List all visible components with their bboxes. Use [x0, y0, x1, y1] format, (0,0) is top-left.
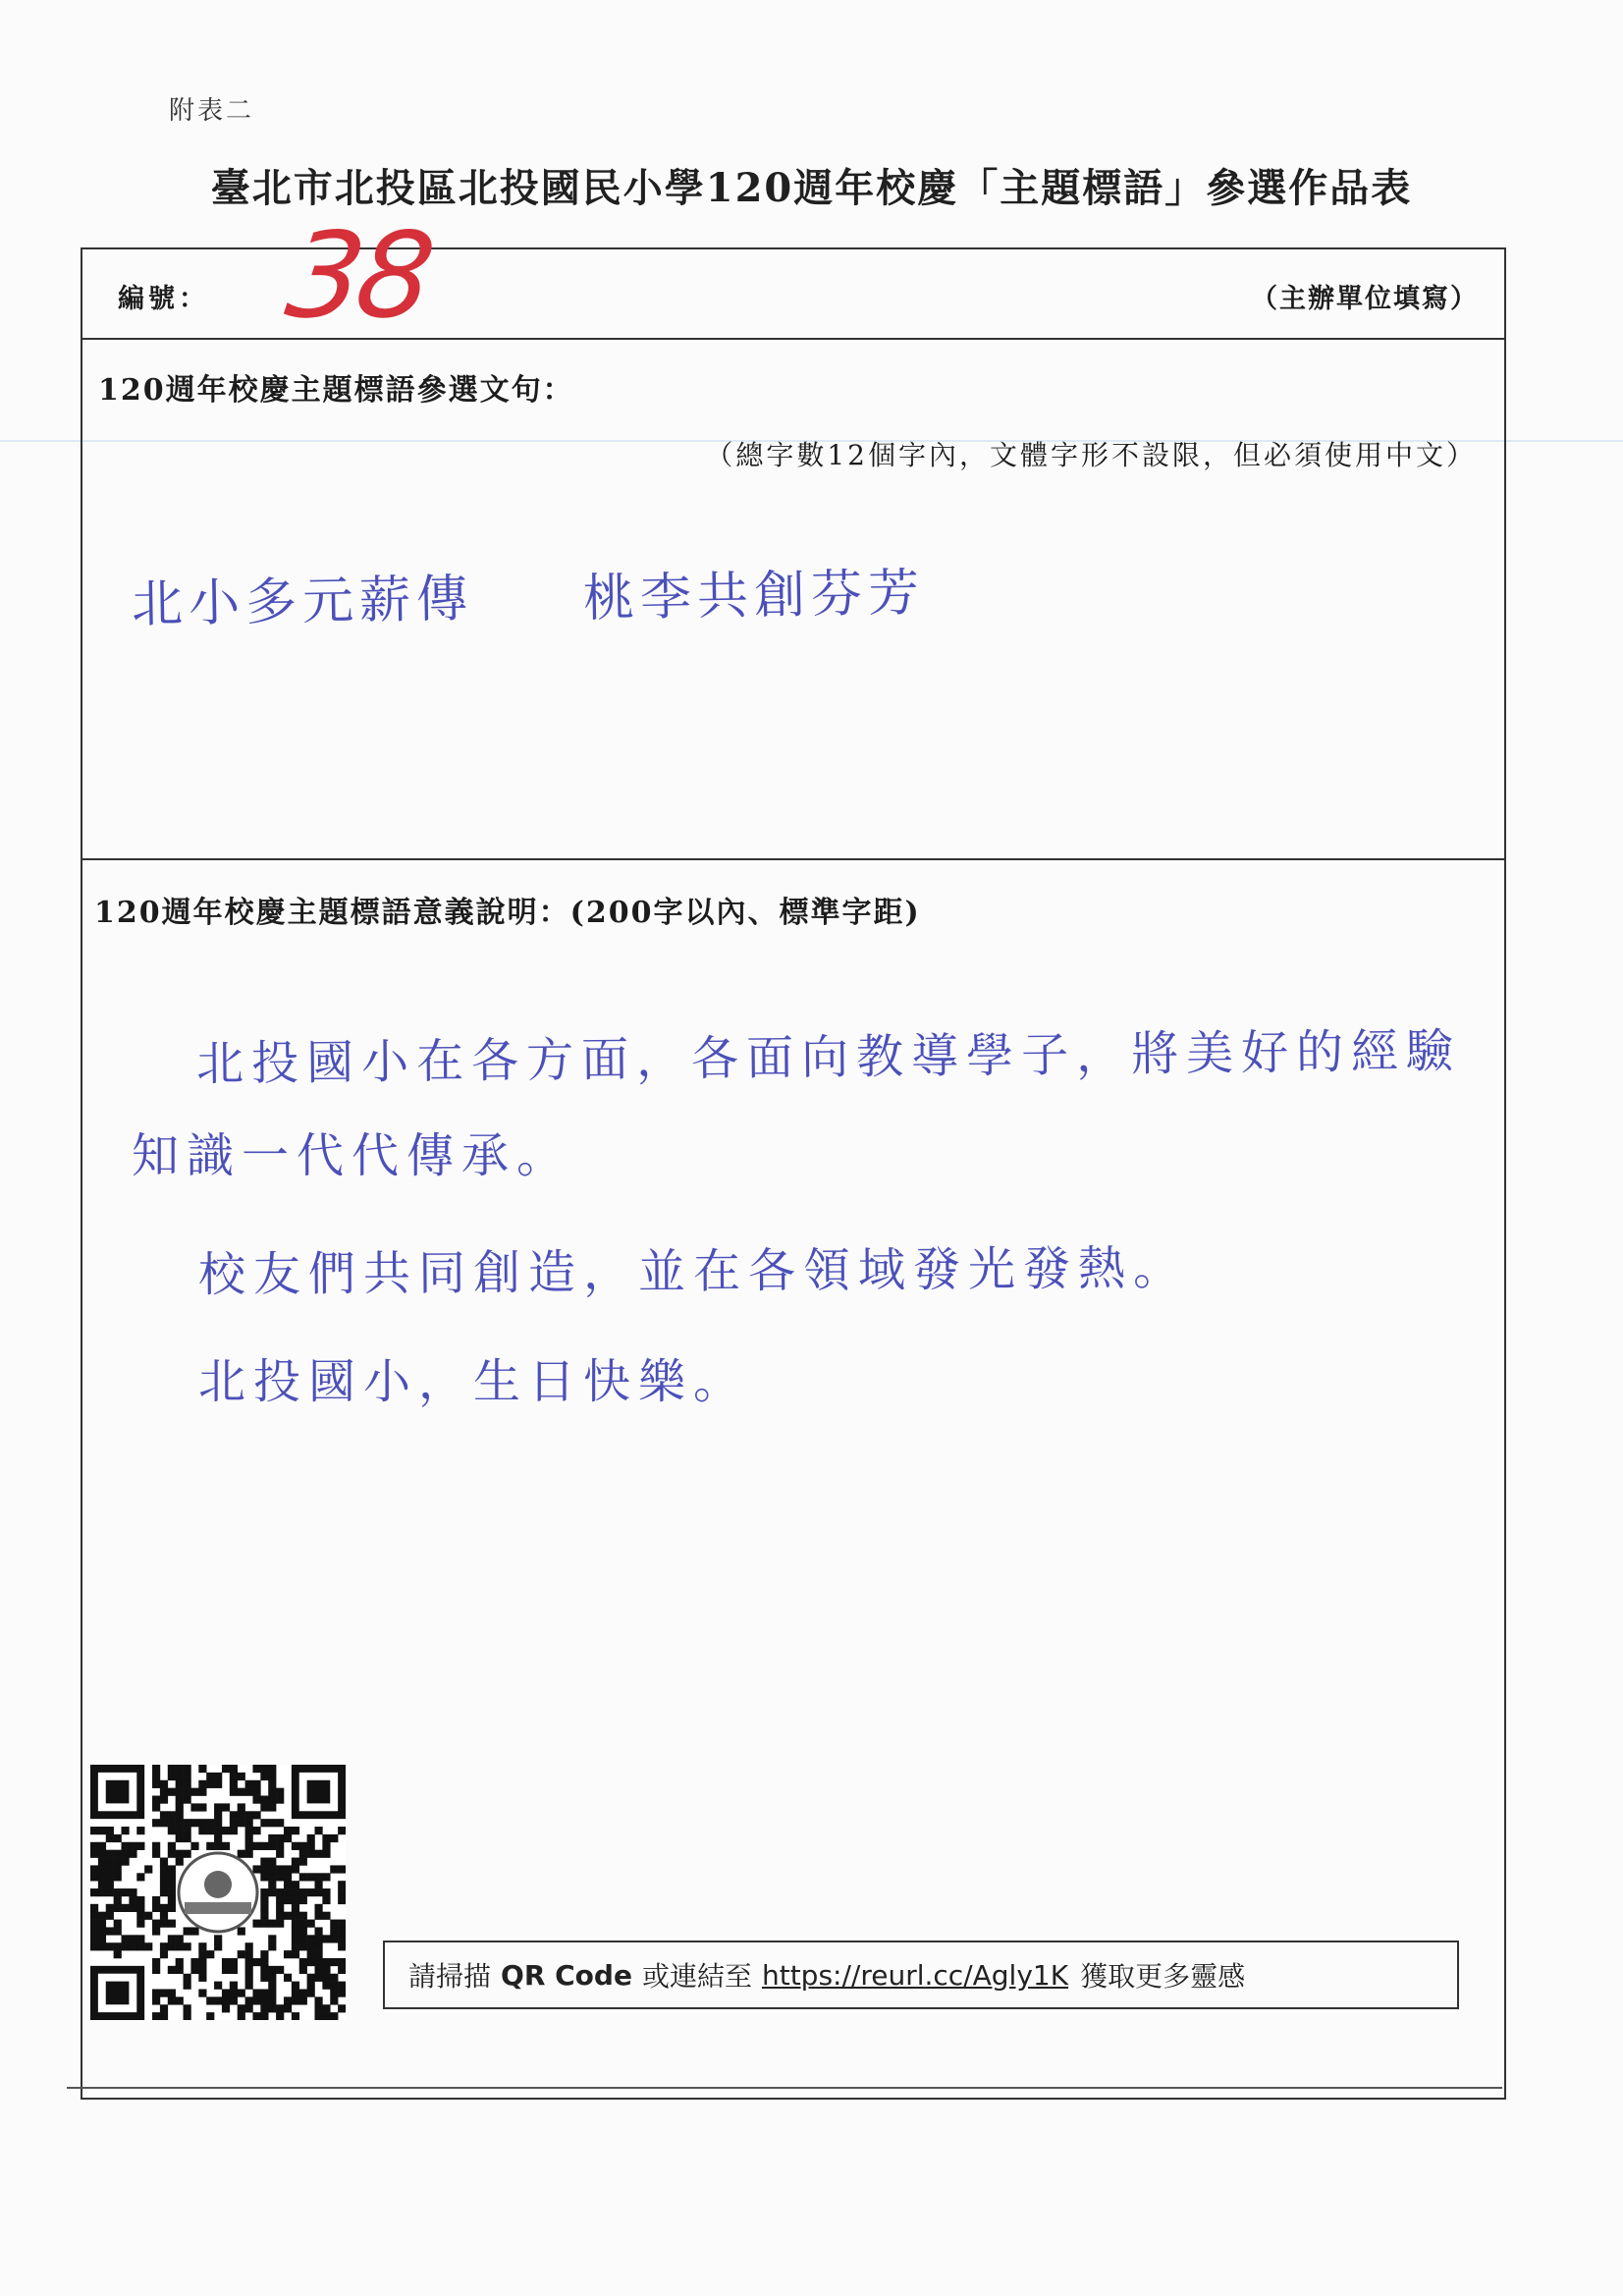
slogan-handwritten-part2: 桃李共創芬芳 [582, 563, 926, 629]
form-title: 臺北市北投區北投國民小學120週年校慶「主題標語」參選作品表 [210, 165, 1413, 211]
slogan-hint: （總字數12個字內，文體字形不設限，但必須使用中文） [705, 439, 1477, 471]
slogan-handwritten-part1: 北小多元薪傳 [131, 569, 474, 635]
qr-banner-prefix: 請掃描 [408, 1960, 492, 1993]
meaning-line: 校友們共同創造，並在各領域發光發熱。 [197, 1240, 1189, 1303]
qr-banner-suffix: 獲取更多靈感 [1080, 1960, 1246, 1993]
meaning-heading: 120週年校慶主題標語意義說明：(200字以內、標準字距) [94, 896, 921, 930]
qr-banner-code-label: QR Code [501, 1958, 632, 1992]
serial-number-handwritten: 38 [279, 208, 437, 345]
serial-note: （主辦單位填寫） [1251, 284, 1479, 314]
qr-banner [383, 1941, 1459, 2009]
meaning-line: 北投國小，生日快樂。 [198, 1354, 749, 1409]
serial-row [82, 208, 1504, 345]
qr-banner-link[interactable]: https://reurl.cc/Agly1K [761, 1958, 1069, 1992]
meaning-line: 北投國小在各方面，各面向教導學子，將美好的經驗 [195, 1023, 1462, 1092]
meaning-line: 知識一代代傳承。 [132, 1128, 572, 1183]
qr-banner-middle: 或連結至 [641, 1960, 752, 1993]
qr-code-image[interactable] [90, 1765, 346, 2020]
serial-label: 編號： [118, 284, 209, 314]
qr-code-graphic [90, 1765, 346, 2020]
frame-shadow-line [67, 2087, 1502, 2089]
slogan-heading: 120週年校慶主題標語參選文句： [98, 373, 574, 408]
appendix-label: 附表二 [169, 96, 255, 126]
slogan-row [82, 340, 1504, 860]
